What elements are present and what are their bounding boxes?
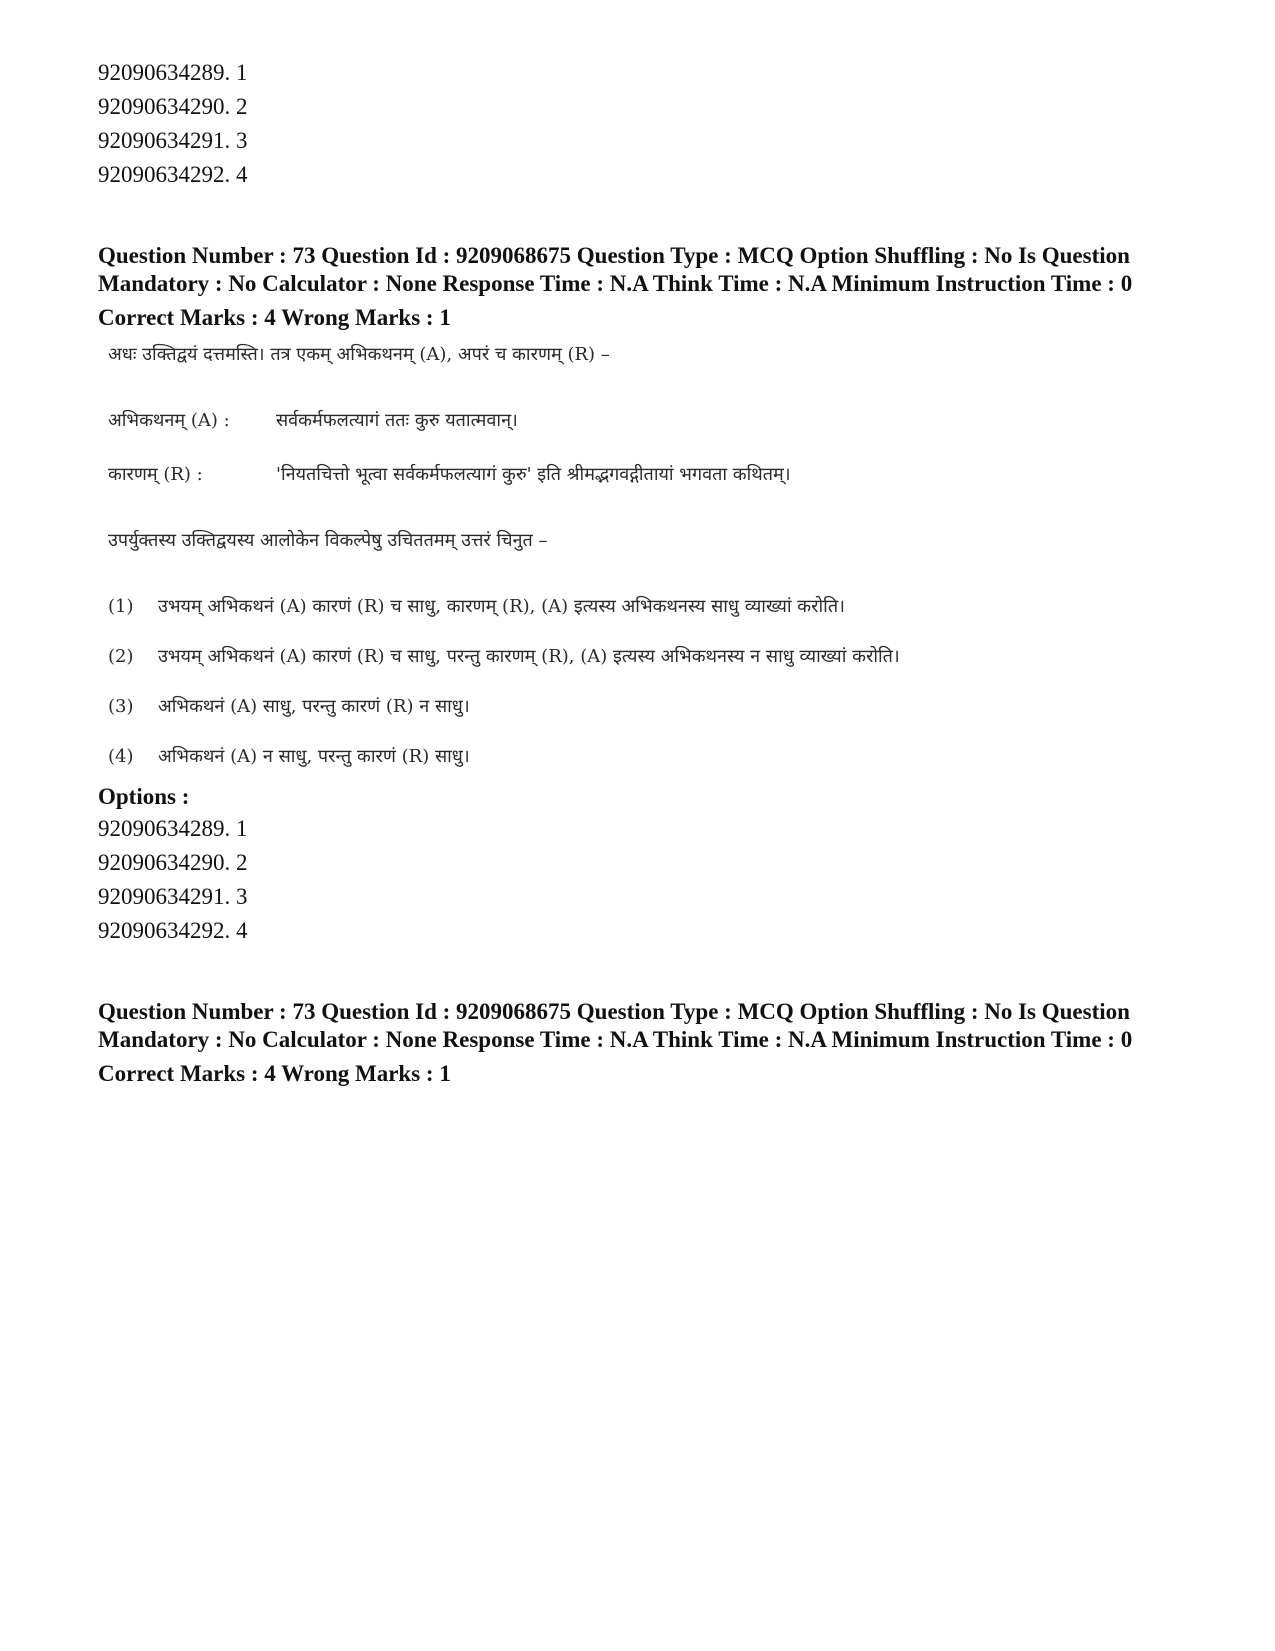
option-line: 92090634292. 4 (98, 162, 248, 187)
assertion-row (108, 408, 988, 434)
choice-number: (3) (108, 696, 134, 717)
choice-row (108, 694, 988, 720)
option-line: 92090634291. 3 (98, 884, 248, 909)
choice-row (108, 644, 988, 670)
option-line: 92090634289. 1 (98, 60, 248, 85)
question-instruction: उपर्युक्तस्य उक्तिद्वयस्य आलोकेन विकल्पेषु उचिततमम् उत्तरं चिनुत – (108, 530, 548, 551)
choice-number: (2) (108, 646, 134, 667)
choice-text: उभयम् अभिकथनं (A) कारणं (R) च साधु, कारणम् (R), (A) इत्यस्य अभिकथनस्य साधु व्याख्यां करोति। (158, 596, 845, 617)
options-list (98, 812, 1198, 948)
choice-text: अभिकथनं (A) न साधु, परन्तु कारणं (R) साधु। (158, 746, 470, 767)
choice-number: (1) (108, 596, 134, 617)
document-page (98, 56, 1198, 1088)
option-line: 92090634291. 3 (98, 128, 248, 153)
assertion-text: सर्वकर्मफलत्यागं ततः कुरु यतात्मवान्। (276, 410, 518, 431)
reason-label: कारणम् (R) : (108, 464, 203, 485)
question-image (108, 342, 988, 770)
option-line: 92090634290. 2 (98, 850, 248, 875)
option-line: 92090634292. 4 (98, 918, 248, 943)
choice-text: अभिकथनं (A) साधु, परन्तु कारणं (R) न साधु। (158, 696, 470, 717)
option-line: 92090634289. 1 (98, 816, 248, 841)
question-header: Question Number : 73 Question Id : 9209068675 Question Type : MCQ Option Shuffling : No Is Question Mandatory : No Calculator : None Response Time : N.A Think Time : N.A Minimum Instruction Time : 0 (98, 243, 1133, 296)
choice-row (108, 594, 988, 620)
assertion-label: अभिकथनम् (A) : (108, 410, 230, 431)
question-header: Question Number : 73 Question Id : 9209068675 Question Type : MCQ Option Shuffling : No Is Question Mandatory : No Calculator : None Response Time : N.A Think Time : N.A Minimum Instruction Time : 0 (98, 999, 1133, 1052)
choice-text: उभयम् अभिकथनं (A) कारणं (R) च साधु, परन्तु कारणम् (R), (A) इत्यस्य अभिकथनस्य न साधु व्याख्यां करोति। (158, 646, 900, 667)
reason-row (108, 462, 988, 488)
question-marks: Correct Marks : 4 Wrong Marks : 1 (98, 305, 451, 330)
reason-text: 'नियतचित्तो भूत्वा सर्वकर्मफलत्यागं कुरु' इति श्रीमद्भगवद्गीतायां भगवता कथितम्। (276, 464, 791, 485)
option-line: 92090634290. 2 (98, 94, 248, 119)
choice-number: (4) (108, 746, 134, 767)
previous-options-list (98, 56, 1198, 192)
question-block (98, 998, 1198, 1088)
question-block (98, 242, 1198, 948)
question-marks: Correct Marks : 4 Wrong Marks : 1 (98, 1061, 451, 1086)
options-label: Options : (98, 784, 190, 809)
choice-row (108, 744, 988, 770)
question-intro: अधः उक्तिद्वयं दत्तमस्ति। तत्र एकम् अभिकथनम् (A), अपरं च कारणम् (R) – (108, 344, 610, 365)
